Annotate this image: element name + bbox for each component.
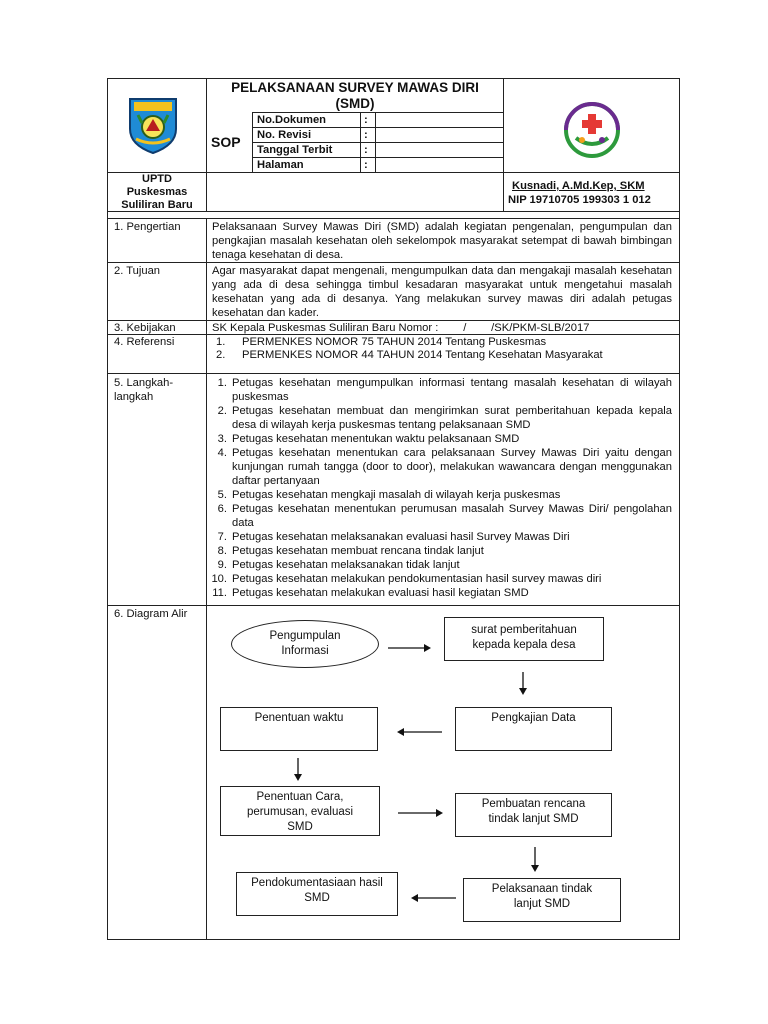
flow-node-surat: surat pemberitahuan kepada kepala desa bbox=[444, 617, 604, 661]
section-label-tujuan: 2. Tujuan bbox=[114, 265, 161, 277]
list-item: 10. Petugas kesehatan melakukan pendokumentasian hasil survey mawas diri bbox=[211, 573, 602, 585]
arrow-left-icon bbox=[410, 893, 456, 903]
list-item-number: 2. bbox=[216, 349, 226, 361]
list-item: 11. Petugas kesehatan melakukan evaluasi hasil kegiatan SMD bbox=[212, 587, 529, 599]
arrow-down-icon bbox=[293, 758, 303, 782]
list-item-number: 8. bbox=[217, 545, 227, 557]
list-item: 7. Petugas kesehatan melaksanakan evaluasi hasil Survey Mawas Diri bbox=[211, 530, 672, 544]
signer-nip: NIP 19710705 199303 1 012 bbox=[508, 194, 651, 206]
doc-field-sep: : bbox=[364, 144, 368, 156]
org-name: Suliliran Baru bbox=[121, 199, 193, 211]
arrow-down-icon bbox=[530, 847, 540, 873]
list-item-number: 7. bbox=[217, 531, 227, 543]
arrow-down-icon bbox=[518, 672, 528, 696]
list-item: 9. Petugas kesehatan melaksanakan tidak lanjut bbox=[211, 558, 672, 572]
doc-field-label: Tanggal Terbit bbox=[257, 144, 333, 156]
doc-field-label: No. Revisi bbox=[257, 129, 312, 141]
doc-field-label: No.Dokumen bbox=[257, 114, 326, 126]
doc-field-sep: : bbox=[364, 114, 368, 126]
flow-node-pengkajian: Pengkajian Data bbox=[455, 707, 612, 751]
arrow-right-icon bbox=[388, 643, 432, 653]
flow-node-pendokumentasian: Pendokumentasiaan hasil SMD bbox=[236, 872, 398, 916]
section-label-kebijakan: 3. Kebijakan bbox=[114, 322, 176, 334]
regional-emblem-logo bbox=[126, 95, 180, 155]
list-item-number: 6. bbox=[217, 503, 227, 515]
org-name: UPTD bbox=[142, 173, 172, 185]
list-item: PERMENKES NOMOR 75 TAHUN 2014 Tentang Puskesmas bbox=[242, 336, 547, 348]
list-item: 3. Petugas kesehatan menentukan waktu pelaksanaan SMD bbox=[211, 432, 672, 446]
list-item-number: 1. bbox=[216, 336, 226, 348]
list-item: PERMENKES NOMOR 44 TAHUN 2014 Tentang Kesehatan Masyarakat bbox=[242, 349, 603, 361]
flow-node-penentuan-cara: Penentuan Cara, perumusan, evaluasi SMD bbox=[220, 786, 380, 836]
list-item: 6. Petugas kesehatan menentukan perumusan masalah Survey Mawas Diri/ pengolahan data bbox=[211, 502, 672, 530]
doc-field-sep: : bbox=[364, 129, 368, 141]
list-item-number: 11. bbox=[212, 587, 227, 599]
flow-node-pelaksanaan: Pelaksanaan tindak lanjut SMD bbox=[463, 878, 621, 922]
puskesmas-logo bbox=[552, 100, 632, 160]
flow-node-penentuan-waktu: Penentuan waktu bbox=[220, 707, 378, 751]
kebijakan-text: SK Kepala Puskesmas Suliliran Baru Nomor : / /SK/PKM-SLB/2017 bbox=[212, 322, 590, 334]
page-title: PELAKSANAAN SURVEY MAWAS DIRI bbox=[231, 80, 479, 95]
list-item-number: 9. bbox=[217, 559, 227, 571]
doc-field-label: Halaman bbox=[257, 159, 304, 171]
arrow-right-icon bbox=[398, 808, 444, 818]
list-item-number: 3. bbox=[217, 433, 227, 445]
list-item: 2. Petugas kesehatan membuat dan mengirimkan surat pemberitahuan kepada kepala desa di wilayah kerja puskesmas tentang pelaksanaan SMD bbox=[211, 404, 672, 432]
pengertian-text: Pelaksanaan Survey Mawas Diri (SMD) adalah kegiatan pengenalan, pengumpulan dan pengkajian masalah kesehatan oleh sekelompok masyarakat setempat di bawah bimbingan tenaga kesehatan di desa. bbox=[212, 221, 672, 261]
section-label-pengertian: 1. Pengertian bbox=[114, 221, 181, 233]
list-item-number: 2. bbox=[217, 405, 227, 417]
list-item: 5. Petugas kesehatan mengkaji masalah di wilayah kerja puskesmas bbox=[211, 488, 672, 502]
list-item-number: 10. bbox=[211, 573, 227, 585]
doc-field-sep: : bbox=[364, 159, 368, 171]
section-label-langkah: 5. Langkah- langkah bbox=[114, 377, 174, 403]
page-title-sub: (SMD) bbox=[335, 96, 375, 111]
list-item-number: 5. bbox=[217, 489, 227, 501]
list-item: 1. Petugas kesehatan mengumpulkan informasi tentang masalah kesehatan di wilayah puskesmas bbox=[211, 376, 672, 404]
flow-node-pengumpulan: Pengumpulan Informasi bbox=[231, 620, 379, 668]
sop-label: SOP bbox=[211, 134, 241, 150]
section-label-diagram: 6. Diagram Alir bbox=[114, 608, 188, 620]
list-item-number: 4. bbox=[217, 447, 227, 459]
list-item: 8. Petugas kesehatan membuat rencana tindak lanjut bbox=[211, 544, 672, 558]
signer-name: Kusnadi, A.Md.Kep, SKM bbox=[512, 180, 645, 192]
section-label-referensi: 4. Referensi bbox=[114, 336, 175, 348]
langkah-list bbox=[211, 376, 672, 600]
arrow-left-icon bbox=[396, 727, 442, 737]
tujuan-text: Agar masyarakat dapat mengenali, mengumpulkan data dan mengakaji masalah kesehatan yang ada di desa sehingga timbul kesadaran masyarakat untuk mengetahui masalah kesehatan yang ada di desanya. Yang melakukan survey mawas diri adalah petugas kesehatan dan kader. bbox=[212, 265, 672, 319]
org-name: Puskesmas bbox=[126, 186, 188, 198]
flow-node-pembuatan: Pembuatan rencana tindak lanjut SMD bbox=[455, 793, 612, 837]
list-item-number: 1. bbox=[217, 377, 227, 389]
list-item: 4. Petugas kesehatan menentukan cara pelaksanaan Survey Mawas Diri yaitu dengan kunjungan rumah tangga (door to door), melakukan wawancara dengan menggunakan daftar pertanyaan bbox=[211, 446, 672, 488]
